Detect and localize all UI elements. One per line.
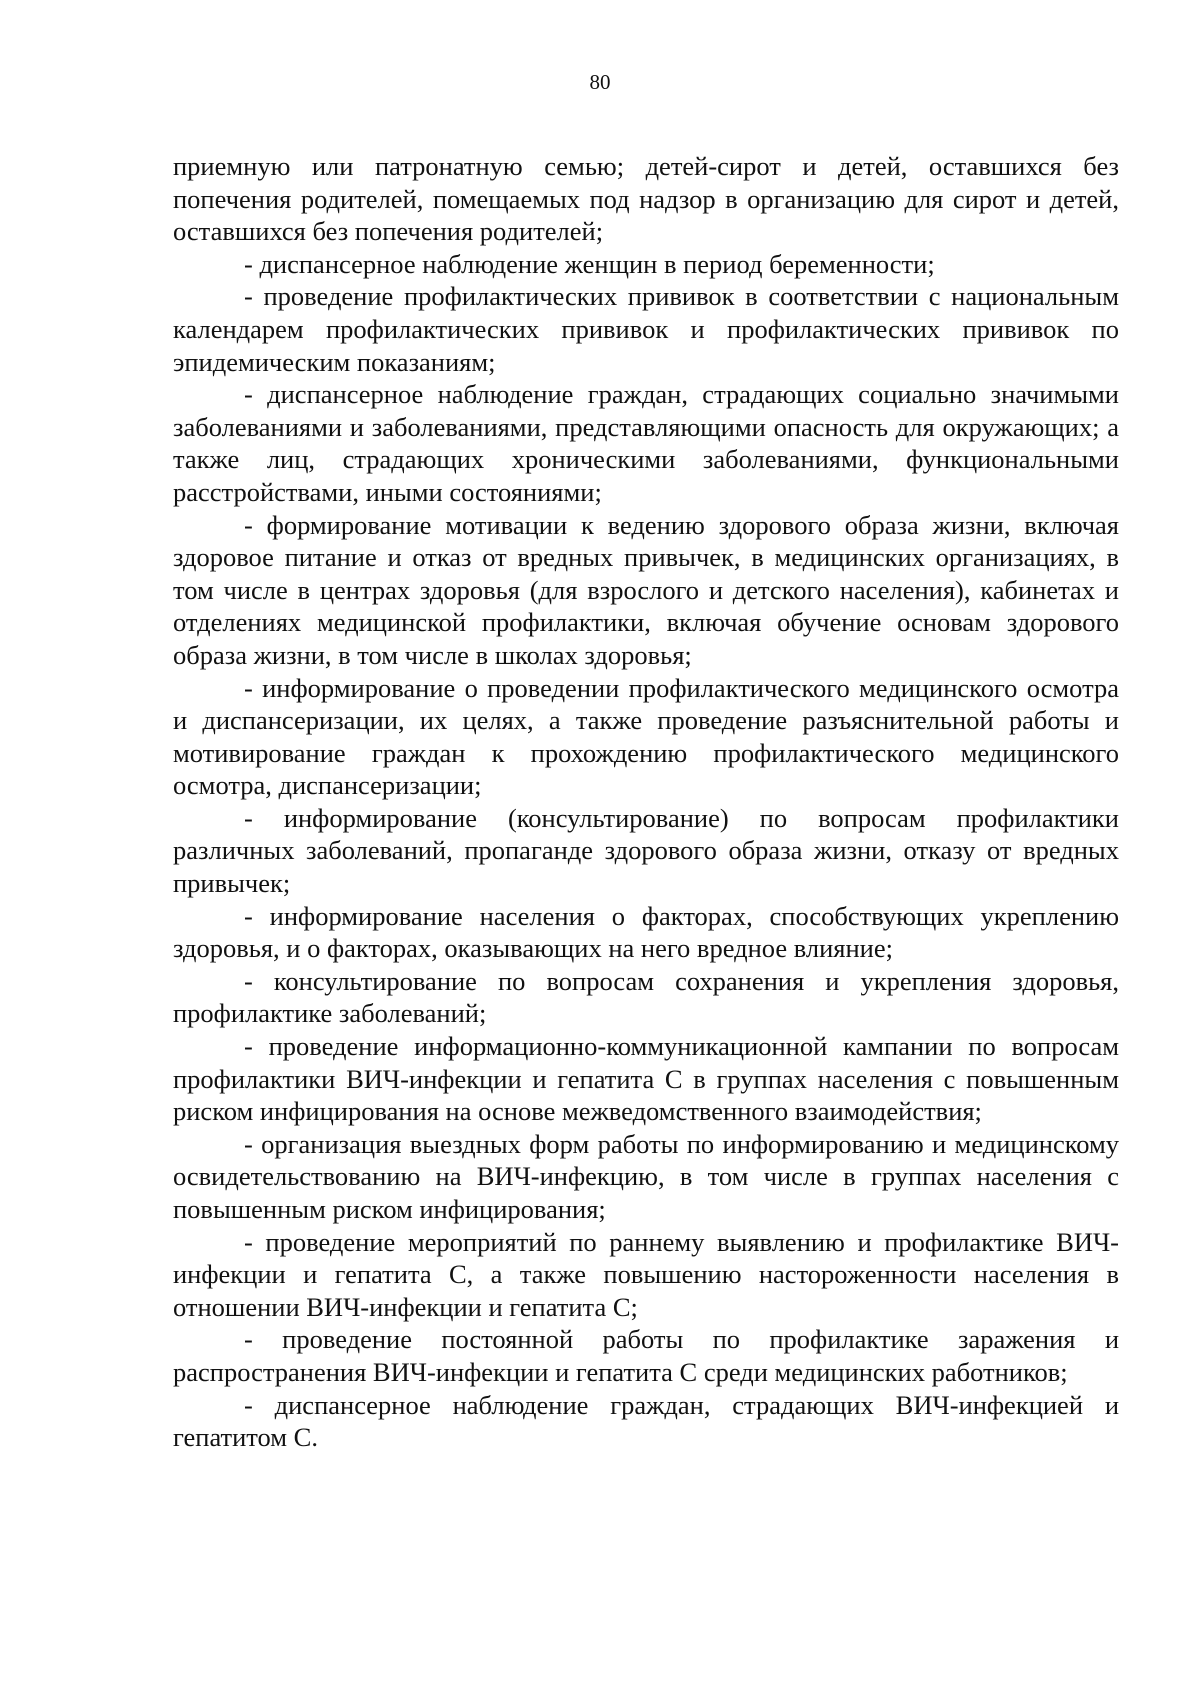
list-item-vaccinations: - проведение профилактических прививок в соответствии с национальным календарем профилактических прививок и профилактических прививок по эпидемическим показаниям; xyxy=(173,281,1119,377)
list-item-hiv-dispensary-observation: - диспансерное наблюдение граждан, страдающих ВИЧ-инфекцией и гепатитом С. xyxy=(173,1389,1119,1453)
list-item-dispensary-observation: - диспансерное наблюдение граждан, страдающих социально значимыми заболеваниями и заболеваниями, представляющими опасность для окружающих; а также лиц, страдающих хроническими заболеваниями, функциональными расстройствами, иными состояниями; xyxy=(173,379,1119,507)
list-item-medical-examination-info: - информирование о проведении профилактического медицинского осмотра и диспансеризации, их целях, а также проведение разъяснительной работы и мотивирование граждан к прохождению профилактического медицинского осмотра, диспансеризации; xyxy=(173,672,1119,801)
list-item-healthy-lifestyle: - формирование мотивации к ведению здорового образа жизни, включая здоровое питание и отказ от вредных привычек, в медицинских организациях, в том числе в центрах здоровья (для взрослого и детского населения), кабинетах и отделениях медицинской профилактики, включая обучение основам здорового образа жизни, в том числе в школах здоровья; xyxy=(173,509,1119,670)
document-body xyxy=(173,150,1119,1454)
list-item-hiv-medical-workers: - проведение постоянной работы по профилактике заражения и распространения ВИЧ-инфекции и гепатита С среди медицинских работников; xyxy=(173,1324,1119,1387)
list-item-health-preservation-consulting: - консультирование по вопросам сохранения и укрепления здоровья, профилактике заболеваний; xyxy=(173,965,1119,1029)
page-number: 80 xyxy=(589,70,611,94)
list-item-hiv-early-detection: - проведение мероприятий по раннему выявлению и профилактике ВИЧ-инфекции и гепатита С, а также повышению настороженности населения в отношении ВИЧ-инфекции и гепатита С; xyxy=(173,1226,1119,1322)
list-item-disease-prevention-consulting: - информирование (консультирование) по вопросам профилактики различных заболеваний, пропаганде здорового образа жизни, отказу от вредных привычек; xyxy=(173,802,1119,899)
list-item-hiv-outreach: - организация выездных форм работы по информированию и медицинскому освидетельствованию на ВИЧ-инфекцию, в том числе в группах населения с повышенным риском инфицирования; xyxy=(173,1128,1119,1224)
list-item-pregnancy-observation: - диспансерное наблюдение женщин в период беременности; xyxy=(244,248,935,279)
list-item-hiv-campaign: - проведение информационно-коммуникационной кампании по вопросам профилактики ВИЧ-инфекции и гепатита С в группах населения с повышенным риском инфицирования на основе межведомственного взаимодействия; xyxy=(173,1031,1119,1127)
list-item-health-factors-info: - информирование населения о факторах, способствующих укреплению здоровья, и о факторах, оказывающих на него вредное влияние; xyxy=(173,900,1119,964)
paragraph-continuation: приемную или патронатную семью; детей-сирот и детей, оставшихся без попечения родителей, помещаемых под надзор в организацию для сирот и детей, оставшихся без попечения родителей; xyxy=(173,151,1119,247)
